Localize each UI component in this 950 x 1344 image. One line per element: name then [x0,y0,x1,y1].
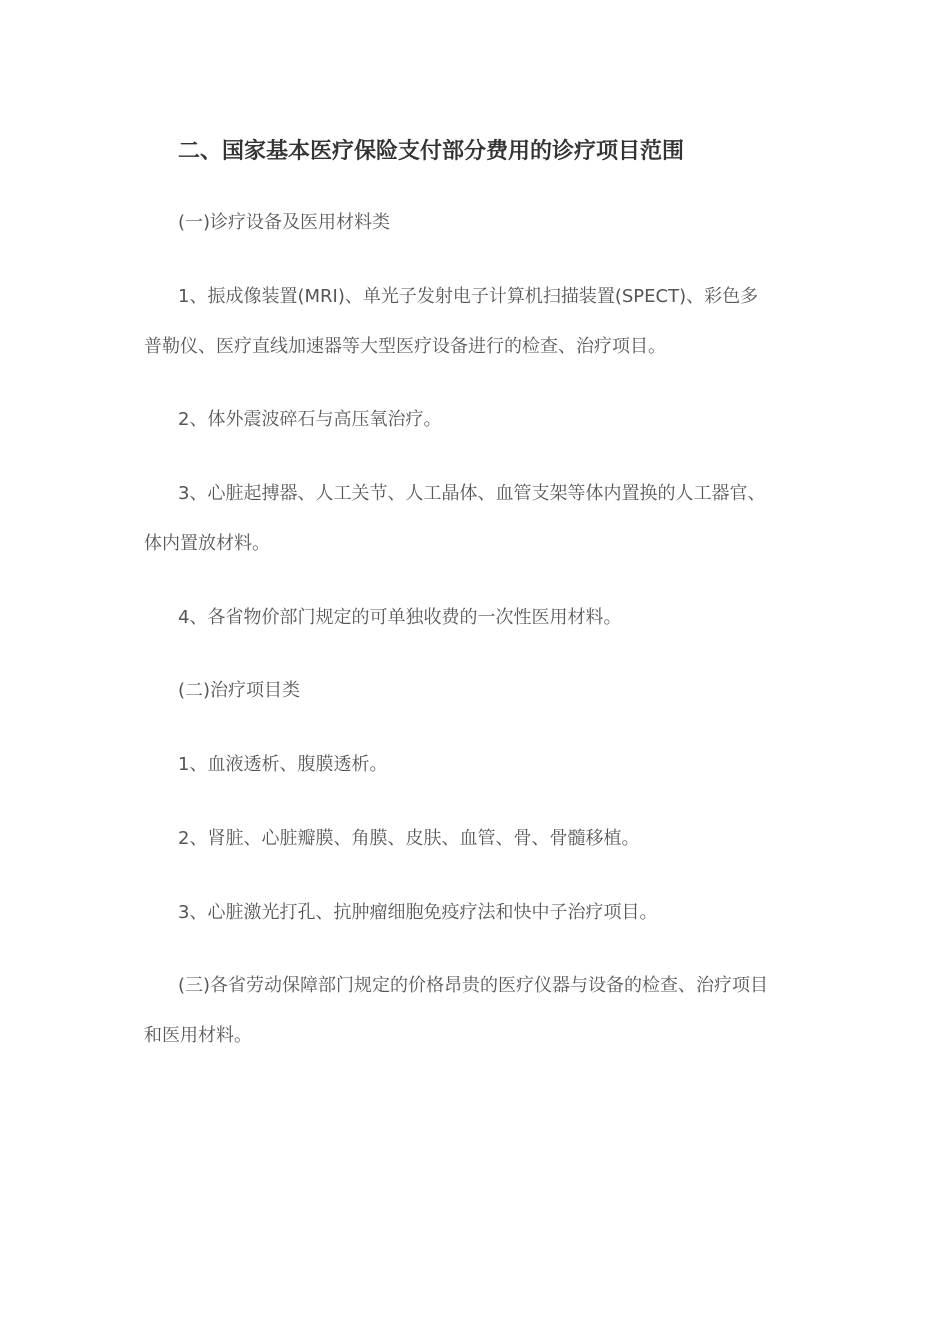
paragraph-line: 体内置放材料。 [144,533,270,554]
paragraph-line: (三)各省劳动保障部门规定的价格昂贵的医疗仪器与设备的检查、治疗项目 [178,975,769,996]
paragraph-item-4 [144,593,812,643]
paragraph-treatment-1 [144,740,812,790]
paragraph-line: 2、体外震波碎石与高压氧治疗。 [178,409,442,430]
paragraph-line: (二)治疗项目类 [178,680,301,701]
paragraph-line: 3、心脏激光打孔、抗肿瘤细胞免疫疗法和快中子治疗项目。 [178,902,658,923]
paragraph-item-2 [144,395,812,445]
paragraph-line: 1、血液透析、腹膜透析。 [178,754,388,775]
subsection-heading-treatment [144,666,812,716]
subsection-heading-equipment [144,198,812,248]
paragraph-line: 1、振成像装置(MRI)、单光子发射电子计算机扫描装置(SPECT)、彩色多 [178,286,759,307]
subsection-heading-provincial [144,961,812,1061]
section-heading: 二、国家基本医疗保险支付部分费用的诊疗项目范围 [178,139,685,164]
paragraph-item-1 [144,272,812,372]
paragraph-treatment-3 [144,888,812,938]
paragraph-line: 4、各省物价部门规定的可单独收费的一次性医用材料。 [178,607,622,628]
paragraph-line: (一)诊疗设备及医用材料类 [178,212,391,233]
paragraph-line: 普勒仪、医疗直线加速器等大型医疗设备进行的检查、治疗项目。 [144,336,666,357]
paragraph-treatment-2 [144,814,812,864]
paragraph-line: 3、心脏起搏器、人工关节、人工晶体、血管支架等体内置换的人工器官、 [178,483,766,504]
paragraph-line: 和医用材料。 [144,1025,252,1046]
paragraph-item-3 [144,469,812,569]
paragraph-line: 2、肾脏、心脏瓣膜、角膜、皮肤、血管、骨、骨髓移植。 [178,828,640,849]
